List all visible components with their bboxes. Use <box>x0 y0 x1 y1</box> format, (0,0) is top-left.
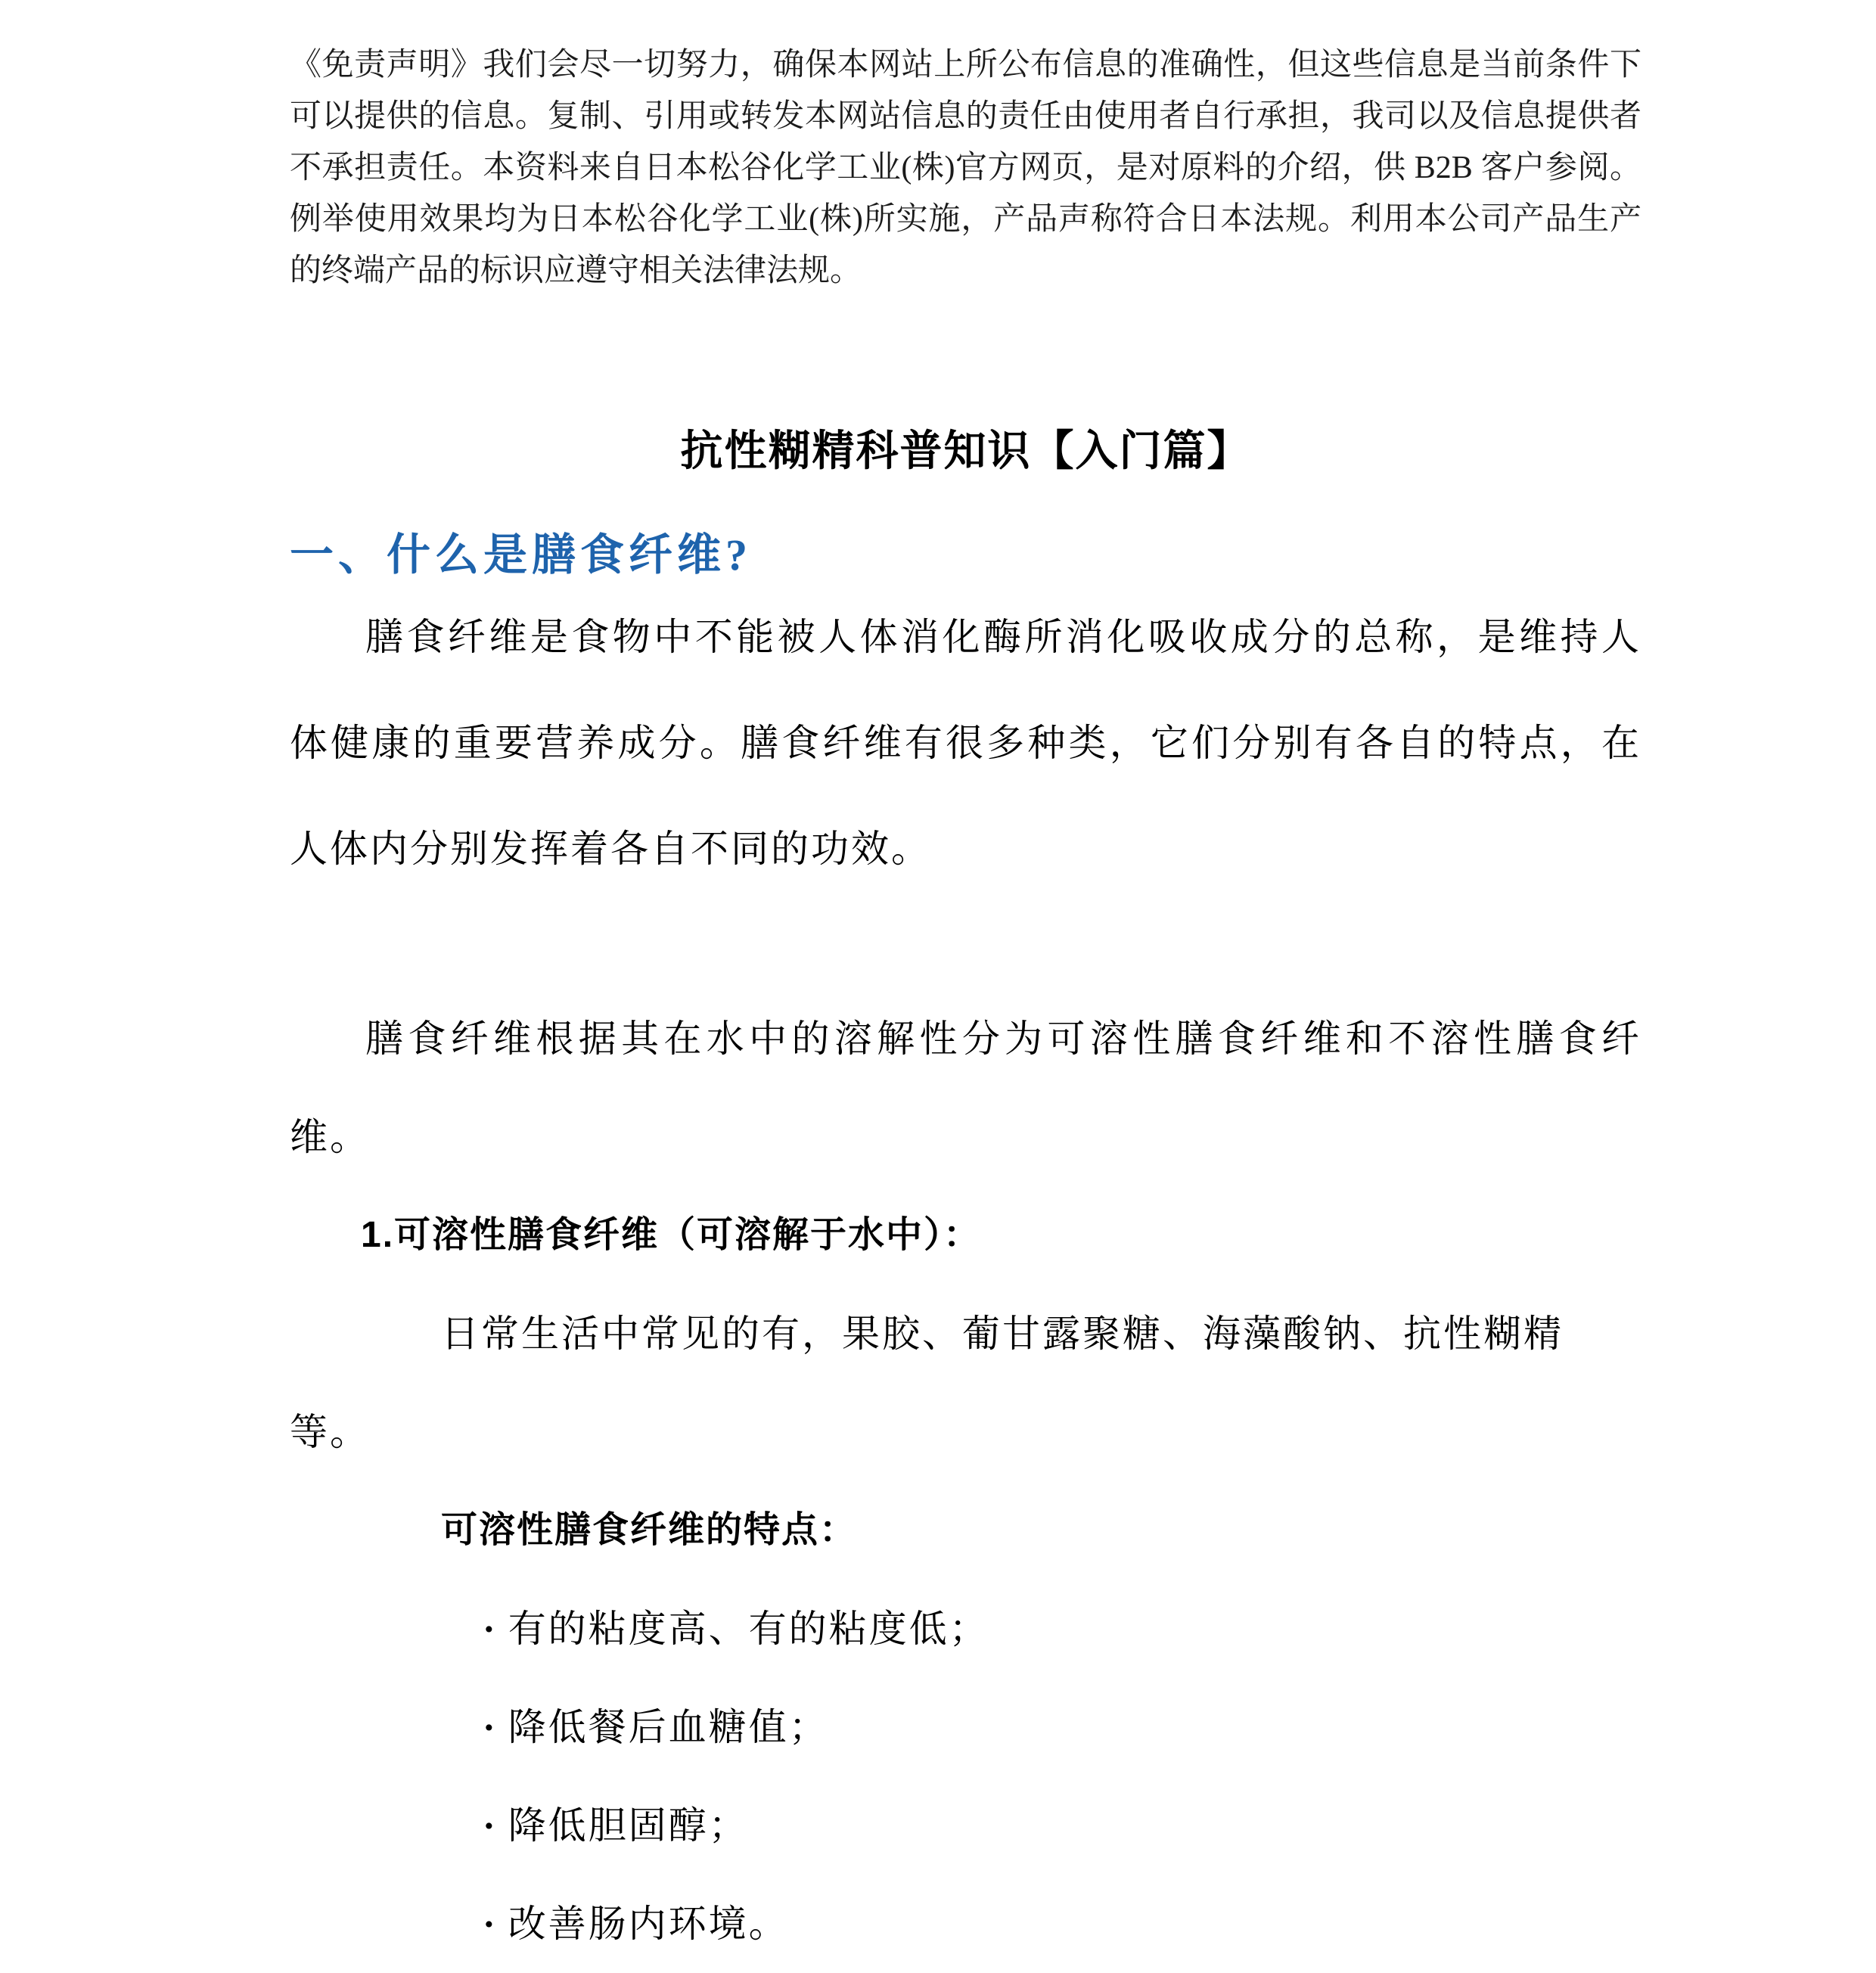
feature-text: 降低餐后血糖值； <box>508 1706 829 1748</box>
solubility-paragraph: 膳食纤维根据其在水中的溶解性分为可溶性膳食纤维和不溶性膳食纤维。 <box>290 1018 1642 1158</box>
document-title: 抗性糊精科普知识【入门篇】 <box>680 427 1251 474</box>
soluble-fiber-features-heading: 可溶性膳食纤维的特点： <box>441 1510 858 1550</box>
feature-item <box>290 1580 1642 1678</box>
soluble-fiber-examples: 日常生活中常见的有，果胶、葡甘露聚糖、海藻酸钠、抗性糊精等。 <box>290 1313 1564 1453</box>
intro-paragraph: 膳食纤维是食物中不能被人体消化酶所消化吸收成分的总称，是维持人体健康的重要营养成分。膳食纤维有很多种类，它们分别有各自的特点，在人体内分别发挥着各自不同的功效。 <box>290 616 1642 870</box>
disclaimer-paragraph: 《免责声明》我们会尽一切努力，确保本网站上所公布信息的准确性，但这些信息是当前条件下可以提供的信息。复制、引用或转发本网站信息的责任由使用者自行承担，我司以及信息提供者不承担责任。本资料来自日本松谷化学工业(株)官方网页，是对原料的介绍，供 B2B 客户参阅。例举使用效果均为日本松谷化学工业(株)所实施，产品声称符合日本法规。利用本公司产品生产的终端产品的标识应遵守相关法律法规。 <box>290 48 1642 288</box>
feature-item <box>290 1678 1642 1776</box>
bullet-icon: · <box>483 1706 498 1748</box>
feature-list <box>290 1580 1642 1973</box>
feature-text: 有的粘度高、有的粘度低； <box>508 1608 989 1650</box>
feature-text: 降低胆固醇； <box>508 1804 749 1847</box>
bullet-icon: · <box>483 1608 498 1650</box>
feature-item <box>290 1776 1642 1875</box>
feature-item <box>290 1875 1642 1973</box>
bullet-icon: · <box>483 1903 498 1945</box>
soluble-fiber-subheading: 1.可溶性膳食纤维（可溶解于水中）： <box>361 1215 982 1255</box>
feature-text: 改善肠内环境。 <box>508 1903 789 1945</box>
bullet-icon: · <box>483 1804 498 1847</box>
section-1-heading: 一、什么是膳食纤维? <box>290 530 753 579</box>
